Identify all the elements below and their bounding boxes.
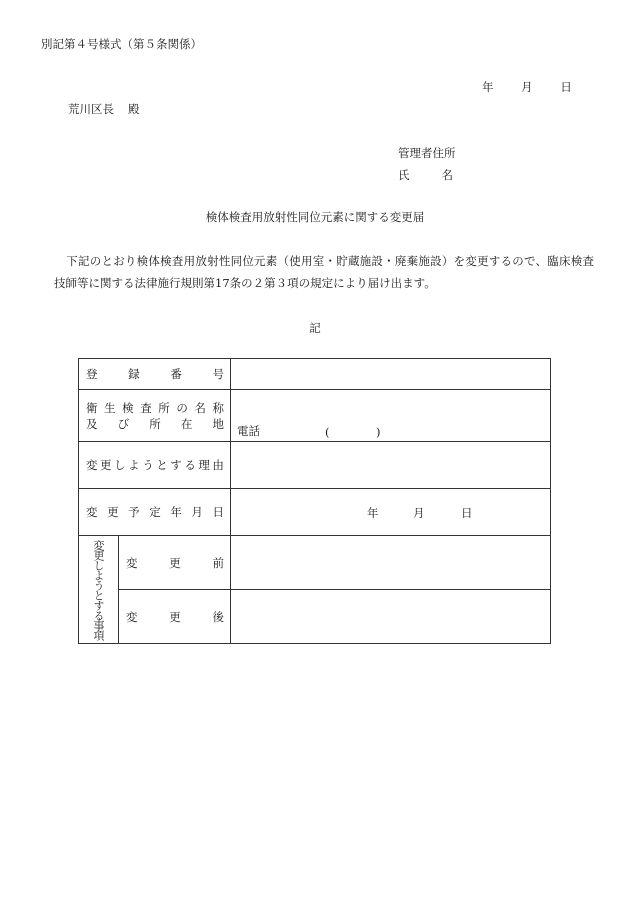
label-char: 日 [212, 505, 224, 519]
facility-row [79, 390, 551, 442]
label-char: の [176, 400, 188, 415]
label-char: 及 [86, 416, 98, 431]
label-char: 衛 [86, 400, 98, 415]
registration-number-value[interactable] [231, 359, 551, 390]
label-char: 変 [86, 505, 98, 519]
label-char: 変 [86, 458, 98, 472]
label-char: 定 [149, 505, 161, 519]
date-year-label: 年 [482, 80, 494, 94]
phone-open-paren: ( [325, 425, 330, 439]
label-char: 号 [212, 367, 224, 381]
before-change-value[interactable] [231, 536, 551, 590]
submission-date [482, 79, 572, 95]
change-items-group-label: 変更しようとする事項 [79, 536, 119, 644]
label-char: 所 [158, 400, 170, 415]
label-char: 録 [128, 367, 140, 381]
label-char: 名 [194, 400, 206, 415]
label-char: 生 [104, 400, 116, 415]
label-char: 前 [212, 555, 224, 570]
addressee-honorific: 殿 [128, 102, 140, 116]
document-title: 検体検査用放射性同位元素に関する変更届 [205, 210, 425, 224]
registration-number-row [79, 359, 551, 390]
planned-year-label: 年 [367, 506, 379, 520]
change-form-table [78, 358, 551, 644]
manager-address-label: 管理者住所 [398, 146, 456, 160]
label-char: 理 [198, 458, 210, 472]
label-char: 地 [212, 416, 224, 431]
label-char: う [142, 458, 154, 472]
phone-label: 電話 [237, 424, 260, 438]
label-char: 後 [212, 609, 224, 624]
label-char: と [156, 458, 168, 472]
reason-row [79, 442, 551, 489]
facility-label [79, 390, 231, 442]
label-char: す [170, 458, 182, 472]
reason-label [79, 442, 231, 489]
ki-heading: 記 [309, 321, 321, 335]
label-char: 番 [170, 367, 182, 381]
label-char: し [114, 458, 126, 472]
label-char: 在 [180, 416, 193, 431]
body-text: 下記のとおり検体検査用放射性同位元素（使用室・貯蔵施設・廃棄施設）を変更するので、臨床検査技師等に関する法律施行規則第17条の２第３項の規定により届け出ます。 [54, 254, 594, 290]
label-char: 月 [191, 505, 203, 519]
label-char: 査 [140, 400, 152, 415]
label-char: 更 [169, 609, 181, 624]
addressee-name: 荒川区長 [68, 102, 114, 116]
label-char: 検 [122, 400, 134, 415]
registration-number-label [79, 359, 231, 390]
label-char: る [184, 458, 196, 472]
label-char: 年 [170, 505, 182, 519]
phone-close-paren: ) [376, 425, 381, 439]
before-change-row [79, 536, 551, 590]
planned-date-value[interactable] [231, 489, 551, 536]
label-char: 変 [126, 555, 138, 570]
planned-date-label [79, 489, 231, 536]
label-char: 予 [128, 505, 140, 519]
manager-name-label: 氏 名 [398, 168, 453, 182]
label-char: よ [128, 458, 140, 472]
after-change-row [79, 590, 551, 644]
label-char: 更 [100, 458, 112, 472]
before-change-label [119, 536, 231, 590]
label-char: 更 [169, 555, 181, 570]
form-number: 別記第４号様式（第５条関係） [41, 37, 202, 51]
label-char: 変 [126, 609, 138, 624]
addressee [68, 101, 140, 117]
label-char: 由 [212, 458, 224, 472]
planned-month-label: 月 [413, 506, 425, 520]
date-day-label: 日 [560, 80, 572, 94]
label-char: 所 [149, 416, 161, 431]
label-char: 登 [86, 367, 98, 381]
after-change-label [119, 590, 231, 644]
after-change-value[interactable] [231, 590, 551, 644]
planned-day-label: 日 [461, 506, 473, 520]
facility-value[interactable] [231, 390, 551, 442]
label-char: び [117, 416, 130, 431]
phone-field [231, 390, 550, 441]
label-char: 称 [212, 400, 224, 415]
label-char: 更 [107, 505, 119, 519]
reason-value[interactable] [231, 442, 551, 489]
planned-date-row [79, 489, 551, 536]
date-month-label: 月 [521, 80, 533, 94]
